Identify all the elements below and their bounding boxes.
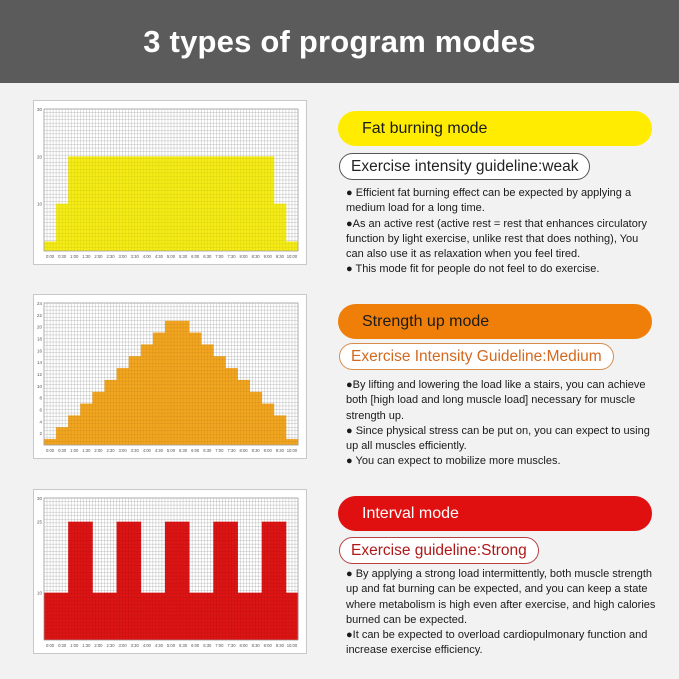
x-tick-label: 0:00 <box>45 448 55 453</box>
fat-burning-mode-label <box>338 111 652 146</box>
x-tick-label: 6:30 <box>203 448 212 453</box>
x-tick-label: 9:30 <box>275 254 284 259</box>
x-tick-label: 1:30 <box>82 254 91 259</box>
x-tick-label: 9:00 <box>263 254 272 259</box>
x-tick-label: 10:00 <box>286 254 298 259</box>
bar-grid-overlay <box>44 109 298 251</box>
description-line: ● By applying a strong load intermittently, both muscle strength up and fat burning can be expected, and you can keep a state where metabolism is high even after exercise, and high calories burned can be expected. <box>346 568 656 626</box>
y-tick-label: 12 <box>36 372 42 377</box>
fat-burning-description <box>346 186 658 278</box>
x-tick-label: 2:30 <box>106 643 115 648</box>
y-tick-label: 16 <box>36 348 42 354</box>
x-tick-label: 3:00 <box>118 448 127 453</box>
x-tick-label: 7:30 <box>227 643 236 648</box>
x-tick-label: 7:30 <box>227 448 236 453</box>
x-tick-label: 8:00 <box>239 254 248 259</box>
x-tick-label: 0:30 <box>58 254 67 259</box>
fat-burning-guideline-text: Exercise intensity guideline:weak <box>351 157 579 175</box>
bar-grid-overlay <box>44 303 298 445</box>
x-tick-label: 8:30 <box>251 254 260 259</box>
x-tick-label: 8:00 <box>239 448 248 453</box>
x-tick-label: 6:30 <box>203 643 212 648</box>
y-tick-label: 25 <box>36 519 42 525</box>
y-tick-label: 8 <box>39 395 42 401</box>
strength-up-mode-name: Strength up mode <box>362 312 490 330</box>
description-line: ●By lifting and lowering the load like a stairs, you can achieve both [high load and long muscle load] necessary for muscle strength up. <box>346 379 646 422</box>
x-tick-label: 0:00 <box>45 643 55 648</box>
description-line: ●It can be expected to overload cardiopulmonary function and increase exercise efficiency. <box>346 629 648 657</box>
x-tick-label: 6:00 <box>191 448 200 453</box>
description-line: ●As an active rest (active rest = rest that enhances circulatory function by light exercise, unlike rest that does nothing), You can also use it as relaxation when you feel tired. <box>346 217 648 261</box>
bar <box>56 427 68 445</box>
y-tick-label: 30 <box>36 496 42 501</box>
x-tick-label: 10:00 <box>286 643 298 648</box>
x-tick-label: 1:00 <box>70 254 79 259</box>
x-tick-label: 3:00 <box>118 643 127 648</box>
y-tick-label: 18 <box>36 336 42 342</box>
x-tick-label: 8:30 <box>251 643 260 648</box>
y-tick-label: 24 <box>36 301 42 306</box>
x-tick-label: 2:30 <box>106 448 115 453</box>
strength-up-chart-svg <box>34 295 306 458</box>
x-tick-label: 8:00 <box>239 643 248 648</box>
strength-up-guideline-text: Exercise Intensity Guideline:Medium <box>351 347 602 365</box>
fat-burning-chart-svg <box>34 101 306 264</box>
y-tick-label: 2 <box>39 431 42 437</box>
interval-chart-svg <box>34 490 306 653</box>
x-tick-label: 2:00 <box>94 448 103 453</box>
x-tick-label: 9:30 <box>275 448 284 453</box>
x-tick-label: 5:30 <box>179 254 188 259</box>
bar-grid-overlay <box>44 498 298 640</box>
fat-burning-guideline-badge <box>339 153 590 180</box>
y-tick-label: 22 <box>36 312 42 318</box>
y-tick-label: 20 <box>36 324 42 330</box>
x-tick-label: 0:30 <box>58 448 67 453</box>
x-tick-label: 5:30 <box>179 643 188 648</box>
y-tick-label: 10 <box>36 383 42 389</box>
x-tick-label: 4:30 <box>154 643 163 648</box>
x-tick-label: 1:00 <box>70 643 79 648</box>
x-tick-label: 6:30 <box>203 254 212 259</box>
strength-up-mode-label <box>338 304 652 339</box>
x-tick-label: 9:00 <box>263 643 272 648</box>
x-tick-label: 5:00 <box>166 254 176 259</box>
description-line: ● This mode fit for people do not feel to do exercise. <box>346 263 600 276</box>
description-line: ● Since physical stress can be put on, you can expect to using up all muscles efficiently. <box>346 424 650 453</box>
x-tick-label: 5:00 <box>166 448 176 453</box>
x-tick-label: 2:00 <box>94 254 103 259</box>
x-tick-label: 2:00 <box>94 643 103 648</box>
x-tick-label: 7:00 <box>215 448 224 453</box>
x-tick-label: 7:00 <box>215 254 224 259</box>
x-tick-label: 8:30 <box>251 448 260 453</box>
x-tick-label: 3:30 <box>130 254 139 259</box>
x-tick-label: 5:30 <box>179 448 188 453</box>
interval-description <box>346 567 658 659</box>
x-tick-label: 0:00 <box>45 254 55 259</box>
x-tick-label: 10:00 <box>286 448 298 453</box>
x-tick-label: 2:30 <box>106 254 115 259</box>
interval-guideline-text: Exercise guideline:Strong <box>351 541 527 559</box>
y-tick-label: 20 <box>36 154 42 160</box>
x-tick-label: 4:00 <box>142 643 151 648</box>
x-tick-label: 4:00 <box>142 254 151 259</box>
bar <box>153 333 165 445</box>
description-line: ● Efficient fat burning effect can be expected by applying a medium load for a long time. <box>346 187 632 215</box>
fat-burning-mode-name: Fat burning mode <box>362 119 488 137</box>
bar <box>262 404 274 445</box>
strength-up-description <box>346 378 658 470</box>
strength-up-guideline-badge <box>339 343 614 370</box>
x-tick-label: 1:30 <box>82 643 91 648</box>
x-tick-label: 6:00 <box>191 254 200 259</box>
x-tick-label: 7:30 <box>227 254 236 259</box>
page-title: 3 types of program modes <box>143 23 536 59</box>
x-tick-label: 3:30 <box>130 448 139 453</box>
x-tick-label: 3:00 <box>118 254 127 259</box>
x-tick-label: 9:30 <box>275 643 284 648</box>
header-banner <box>0 0 679 83</box>
x-tick-label: 4:00 <box>142 448 151 453</box>
interval-mode-name: Interval mode <box>362 504 459 522</box>
description-line: ● You can expect to mobilize more muscles. <box>346 455 561 468</box>
y-tick-label: 10 <box>36 590 42 596</box>
x-tick-label: 7:00 <box>215 643 224 648</box>
y-tick-label: 10 <box>36 201 42 207</box>
x-tick-label: 5:00 <box>166 643 176 648</box>
x-tick-label: 1:00 <box>70 448 79 453</box>
strength-up-chart <box>33 294 307 459</box>
x-tick-label: 4:30 <box>154 448 163 453</box>
y-tick-label: 30 <box>36 107 42 112</box>
y-tick-label: 14 <box>36 360 42 366</box>
x-tick-label: 9:00 <box>263 448 272 453</box>
interval-mode-label <box>338 496 652 531</box>
x-tick-label: 4:30 <box>154 254 163 259</box>
x-tick-label: 3:30 <box>130 643 139 648</box>
interval-chart <box>33 489 307 654</box>
x-tick-label: 0:30 <box>58 643 67 648</box>
interval-guideline-badge <box>339 537 539 564</box>
y-tick-label: 6 <box>39 407 42 413</box>
x-tick-label: 6:00 <box>191 643 200 648</box>
y-tick-label: 4 <box>39 419 42 425</box>
fat-burning-chart <box>33 100 307 265</box>
x-tick-label: 1:30 <box>82 448 91 453</box>
